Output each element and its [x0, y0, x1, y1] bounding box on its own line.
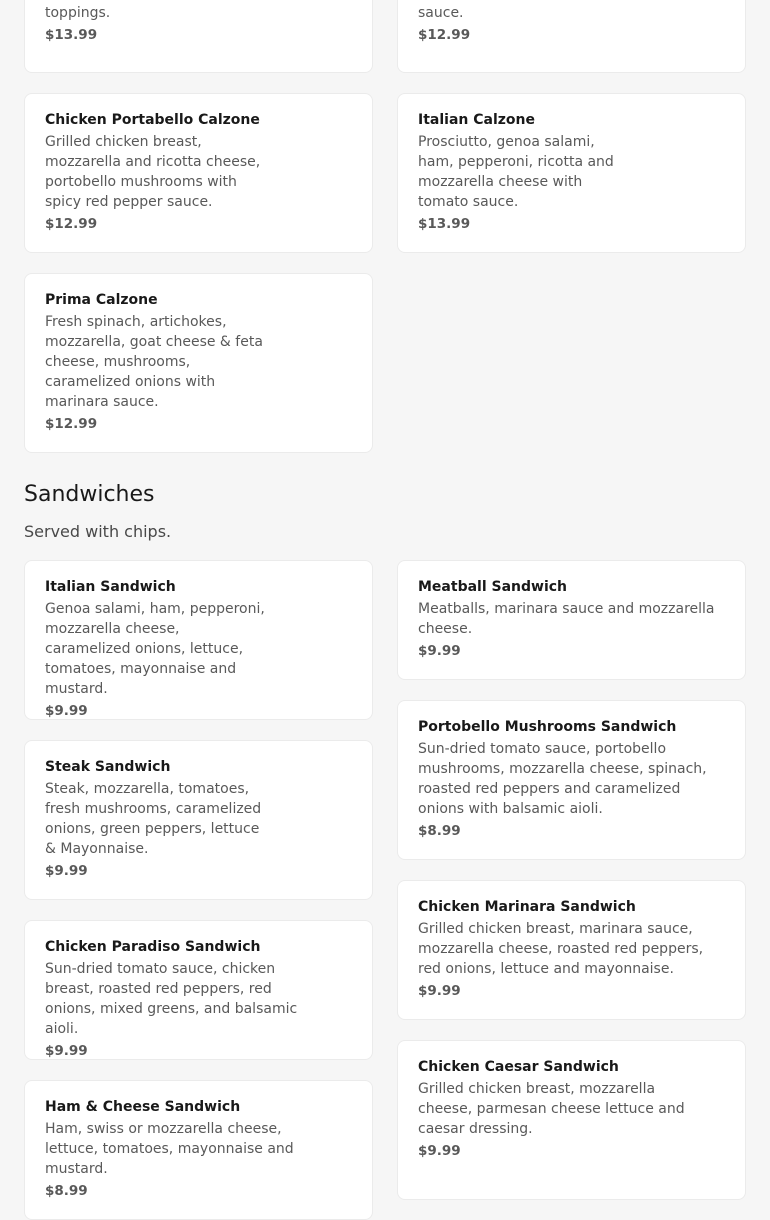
- item-price: $12.99: [45, 216, 98, 232]
- item-name: Italian Calzone: [418, 112, 535, 128]
- item-description: Fresh spinach, artichokes, mozzarella, goat cheese & feta cheese, mushrooms, caramelized onions with marinara sauce.: [45, 314, 263, 410]
- item-name: Ham & Cheese Sandwich: [45, 1099, 241, 1115]
- item-description: Prosciutto, genoa salami, ham, pepperoni, ricotta and mozzarella cheese with tomato sauce.: [418, 134, 614, 210]
- menu-item-card[interactable]: [24, 1080, 373, 1220]
- menu-item-card[interactable]: [397, 93, 746, 253]
- item-description: Sun-dried tomato sauce, chicken breast, roasted red peppers, red onions, mixed greens, and balsamic aioli.: [45, 961, 298, 1037]
- item-description: Grilled chicken breast, mozzarella and ricotta cheese, portobello mushrooms with spicy red pepper sauce.: [45, 134, 261, 210]
- menu-item-card[interactable]: [24, 740, 373, 900]
- section-subtitle: Served with chips.: [24, 522, 172, 541]
- item-price: $12.99: [418, 27, 471, 43]
- item-name: Prima Calzone: [45, 292, 158, 308]
- menu-item-card[interactable]: [24, 920, 373, 1060]
- item-price: $13.99: [418, 216, 471, 232]
- item-price: $9.99: [418, 983, 461, 999]
- item-price: $9.99: [418, 1143, 461, 1159]
- item-price: $9.99: [418, 643, 461, 659]
- item-price: $12.99: [45, 416, 98, 432]
- menu-item-card[interactable]: [397, 560, 746, 680]
- item-name: Portobello Mushrooms Sandwich: [418, 719, 677, 735]
- item-price: $8.99: [45, 1183, 88, 1199]
- item-description: sauce.: [418, 5, 464, 21]
- item-description: Ham, swiss or mozzarella cheese, lettuce, tomatoes, mayonnaise and mustard.: [45, 1121, 294, 1177]
- menu-item-card[interactable]: [24, 273, 373, 453]
- item-name: Steak Sandwich: [45, 759, 171, 775]
- item-price: $9.99: [45, 1043, 88, 1059]
- menu-item-card[interactable]: [397, 880, 746, 1020]
- item-description: Grilled chicken breast, marinara sauce, mozzarella cheese, roasted red peppers, red onions, lettuce and mayonnaise.: [418, 921, 704, 977]
- item-description: Sun-dried tomato sauce, portobello mushrooms, mozzarella cheese, spinach, roasted red peppers and caramelized onions with balsamic aioli.: [418, 741, 707, 817]
- menu-item-card[interactable]: [24, 560, 373, 720]
- item-description: Grilled chicken breast, mozzarella cheese, parmesan cheese lettuce and caesar dressing.: [418, 1081, 685, 1137]
- item-price: $9.99: [45, 703, 88, 719]
- item-description: Meatballs, marinara sauce and mozzarella cheese.: [418, 601, 715, 637]
- menu-item-card[interactable]: [397, 0, 746, 73]
- menu-item-card[interactable]: [24, 93, 373, 253]
- section-title: Sandwiches: [24, 482, 155, 507]
- item-name: Chicken Portabello Calzone: [45, 112, 260, 128]
- menu-item-card[interactable]: [397, 700, 746, 860]
- item-description: Steak, mozzarella, tomatoes, fresh mushrooms, caramelized onions, green peppers, lettuce & Mayonnaise.: [45, 781, 262, 857]
- item-name: Chicken Marinara Sandwich: [418, 899, 636, 915]
- item-price: $9.99: [45, 863, 88, 879]
- item-price: $13.99: [45, 27, 98, 43]
- menu-item-card[interactable]: [24, 0, 373, 73]
- item-name: Chicken Paradiso Sandwich: [45, 939, 261, 955]
- item-description: Genoa salami, ham, pepperoni, mozzarella cheese, caramelized onions, lettuce, tomatoes, mayonnaise and mustard.: [45, 601, 265, 697]
- item-description: toppings.: [45, 5, 111, 21]
- menu-item-card[interactable]: [397, 1040, 746, 1200]
- item-name: Meatball Sandwich: [418, 579, 568, 595]
- item-name: Chicken Caesar Sandwich: [418, 1059, 619, 1075]
- item-price: $8.99: [418, 823, 461, 839]
- item-name: Italian Sandwich: [45, 579, 176, 595]
